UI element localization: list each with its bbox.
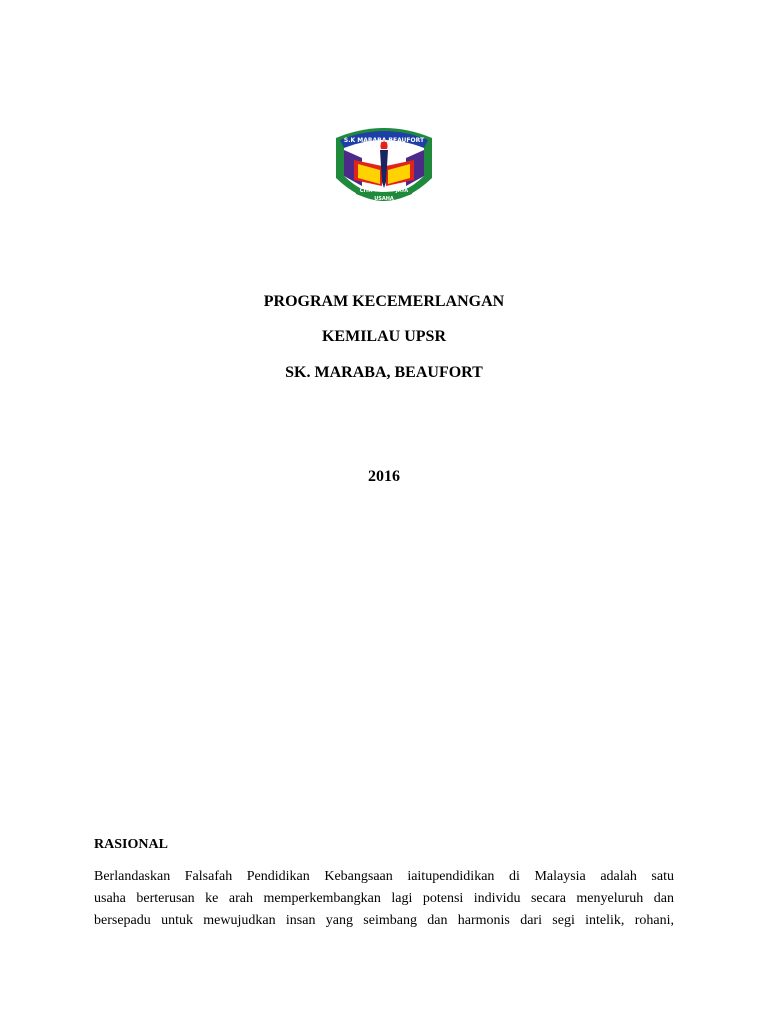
school-crest-logo [332,120,436,212]
paragraph-line: usaha berterusan ke arah memperkembangkan lagi potensi individu secara menyeluruh dan [94,891,674,906]
crest-motto-right: JAYA [395,188,409,194]
section-heading-rasional: RASIONAL [94,837,168,852]
program-title: PROGRAM KECEMERLANGAN [263,293,505,310]
school-name: SK. MARABA, BEAUFORT [285,364,483,381]
paragraph-line: bersepadu untuk mewujudkan insan yang seimbang dan harmonis dari segi intelik, rohani, [94,913,674,928]
rasional-paragraph [94,866,674,932]
paragraph-line: Berlandaskan Falsafah Pendidikan Kebangsaan iaitupendidikan di Malaysia adalah satu [94,869,674,884]
crest-arc-text: S.K MARABA BEAUFORT [343,137,425,144]
program-subtitle: KEMILAU UPSR [321,328,446,345]
crest-motto-left: CITA [359,188,373,194]
program-year: 2016 [368,468,400,485]
crest-motto-bottom: USAHA [374,196,394,202]
